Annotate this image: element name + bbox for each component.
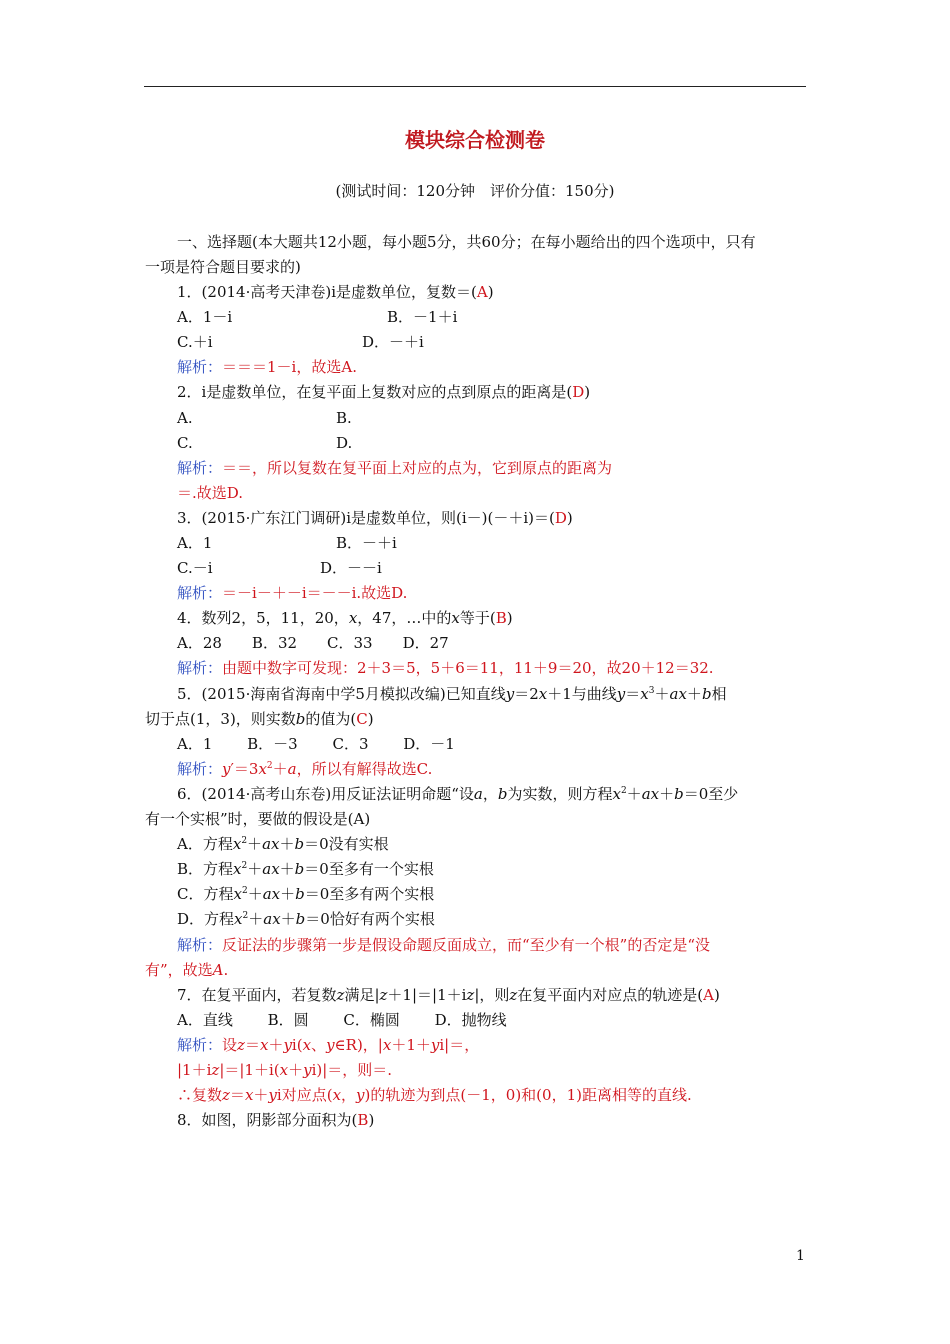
page-title: 模块综合检测卷 xyxy=(405,128,545,152)
q3-option-a: A．1 xyxy=(177,534,213,552)
page-number: 1 xyxy=(796,1248,805,1264)
q6-option-c: C．方程$x^2+ax+b=0$至多有两个实根 xyxy=(177,885,435,903)
q6-option-b: B．方程$x^2+ax+b=0$至多有一个实根 xyxy=(177,860,434,878)
q2-option-a: A. xyxy=(177,409,193,427)
q5-solution: 解析：$y'=3x^2+a$，所以有解得故选C. xyxy=(177,760,433,778)
page-subtitle: (测试时间：120分钟 评价分值：150分) xyxy=(335,182,615,200)
q6-stem-line2: 有一个实根”时，要做的假设是(A) xyxy=(145,810,371,828)
q3-stem: 3．(2015·广东江门调研)i是虚数单位，则(i－)(－＋i)＝(D) xyxy=(177,509,573,527)
q4-options: A．28 B．32 C．33 D．27 xyxy=(177,634,449,652)
q1-solution: 解析：＝＝＝1－i，故选A. xyxy=(177,358,357,376)
q4-solution: 解析：由题中数字可发现：2＋3＝5，5＋6＝11，11＋9＝20，故20＋12＝32. xyxy=(177,659,714,677)
q3-option-c: C.－i xyxy=(177,559,213,577)
q2-stem: 2．i是虚数单位，在复平面上复数对应的点到原点的距离是(D) xyxy=(177,383,591,401)
q5-stem-line1: 5．(2015·海南省海南中学5月模拟改编)已知直线y＝2x＋1与曲线$y=x^3+ax+b$相 xyxy=(177,685,727,703)
q7-options: A．直线 B．圆 C．椭圆 D．抛物线 xyxy=(177,1011,507,1029)
q3-option-d: D．－－i xyxy=(320,559,382,577)
q7-solution: 解析：设z＝x＋yi(x、y∈R)，|x＋1＋yi|＝， xyxy=(177,1036,480,1054)
q3-option-b: B．－＋i xyxy=(336,534,397,552)
q5-stem-line2: 切于点(1，3)，则实数b的值为(C) xyxy=(145,710,374,728)
q2-option-c: C. xyxy=(177,434,193,452)
q6-stem-line1: 6．(2014·高考山东卷)用反证法证明命题“设a，b为实数，则方程$x^2+ax+b=0$至少 xyxy=(177,785,739,803)
q7-solution-line3: ∴复数z＝x＋yi对应点(x，y)的轨迹为到点(－1，0)和(0，1)距离相等的直线. xyxy=(177,1086,692,1104)
q8-stem: 8．如图，阴影部分面积为(B) xyxy=(177,1111,375,1129)
q1-option-d: D．－＋i xyxy=(362,333,424,351)
q7-solution-line2: |1＋iz|＝|1＋i(x＋yi)|＝，则＝. xyxy=(177,1061,393,1079)
section-intro-line1: 一、选择题(本大题共12小题，每小题5分，共60分；在每小题给出的四个选项中，只有 xyxy=(177,233,756,251)
q7-stem: 7．在复平面内，若复数z满足|z＋1|＝|1＋iz|，则z在复平面内对应点的轨迹是(A) xyxy=(177,986,720,1004)
q2-solution-line2: ＝.故选D. xyxy=(177,484,244,502)
q1-option-c: C.＋i xyxy=(177,333,213,351)
section-intro-line2: 一项是符合题目要求的) xyxy=(145,258,301,276)
q2-option-d: D. xyxy=(336,434,353,452)
q1-option-a: A．1－i xyxy=(177,308,233,326)
q6-option-a: A．方程$x^2+ax+b=0$没有实根 xyxy=(177,835,389,853)
q1-stem: 1．(2014·高考天津卷)i是虚数单位，复数＝(A) xyxy=(177,283,494,301)
q2-option-b: B. xyxy=(336,409,352,427)
q6-solution: 解析：反证法的步骤第一步是假设命题反面成立，而“至少有一个根”的否定是“没 xyxy=(177,936,711,954)
q2-solution: 解析：＝＝，所以复数在复平面上对应的点为，它到原点的距离为 xyxy=(177,459,613,477)
q4-stem: 4．数列2，5，11，20，x，47，…中的x等于(B) xyxy=(177,609,513,627)
q6-option-d: D．方程$x^2+ax+b=0$恰好有两个实根 xyxy=(177,910,435,928)
q6-solution-line2: 有”，故选A. xyxy=(145,961,229,979)
q5-options: A．1 B．－3 C．3 D．－1 xyxy=(177,735,455,753)
q3-solution: 解析：＝－i－＋－i＝－－i.故选D. xyxy=(177,584,408,602)
q1-option-b: B．－1＋i xyxy=(387,308,458,326)
header-rule xyxy=(144,86,806,87)
